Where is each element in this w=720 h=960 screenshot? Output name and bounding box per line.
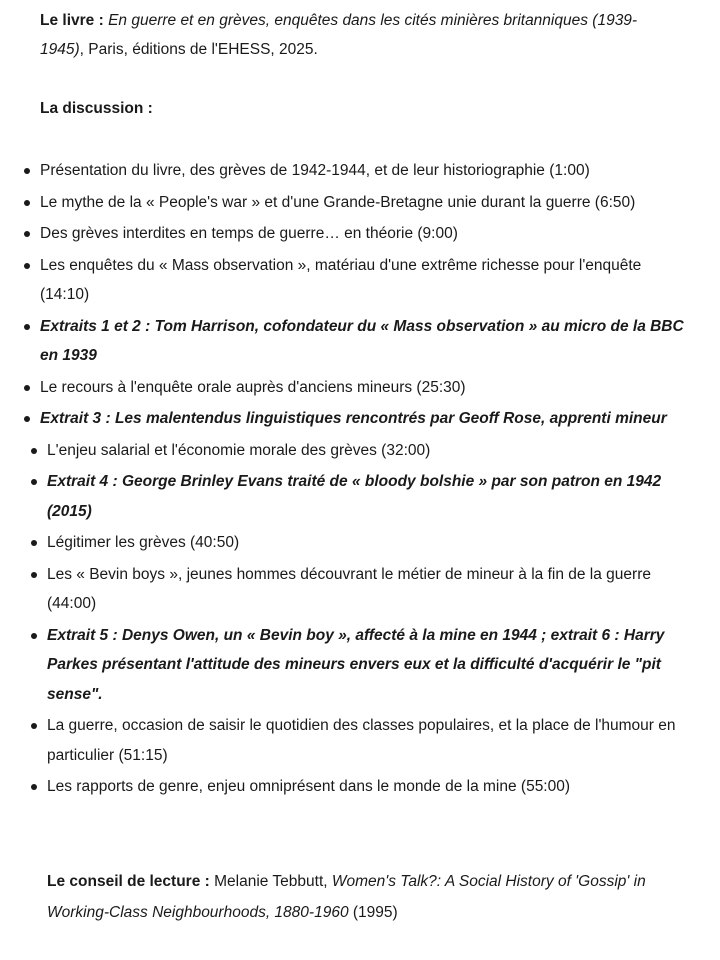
discussion-item: La guerre, occasion de saisir le quotidien des classes populaires, et la place de l'humour en particulier (51:15) xyxy=(0,711,720,770)
extract-item: Extrait 3 : Les malentendus linguistiques rencontrés par Geoff Rose, apprenti mineur xyxy=(0,404,720,434)
discussion-item: Les rapports de genre, enjeu omniprésent dans le monde de la mine (55:00) xyxy=(0,772,720,802)
discussion-item: L'enjeu salarial et l'économie morale des grèves (32:00) xyxy=(0,436,720,466)
reading-author: Melanie Tebbutt, xyxy=(209,873,332,890)
extract-item: Extrait 4 : George Brinley Evans traité de « bloody bolshie » par son patron en 1942 (2015) xyxy=(0,467,720,526)
discussion-item: Le recours à l'enquête orale auprès d'anciens mineurs (25:30) xyxy=(0,373,720,403)
extract-item: Extraits 1 et 2 : Tom Harrison, cofondateur du « Mass observation » au micro de la BBC en 1939 xyxy=(0,312,720,371)
extract-item: Extrait 5 : Denys Owen, un « Bevin boy », affecté à la mine en 1944 ; extrait 6 : Harry Parkes présentant l'attitude des mineurs envers eux et la difficulté d'acquérir le "pit sense". xyxy=(0,621,720,710)
discussion-item: Des grèves interdites en temps de guerre… en théorie (9:00) xyxy=(0,219,720,249)
discussion-item: Légitimer les grèves (40:50) xyxy=(0,528,720,558)
reading-year: (1995) xyxy=(348,904,398,921)
book-paragraph xyxy=(40,6,680,64)
book-publication: , Paris, éditions de l'EHESS, 2025. xyxy=(79,41,318,58)
book-title: En guerre et en grèves, enquêtes dans les cités minières britanniques (1939-1945) xyxy=(40,12,638,58)
discussion-item: Le mythe de la « People's war » et d'une Grande-Bretagne unie durant la guerre (6:50) xyxy=(0,188,720,218)
discussion-item: Présentation du livre, des grèves de 1942-1944, et de leur historiographie (1:00) xyxy=(0,156,720,186)
book-label: Le livre : xyxy=(40,12,104,29)
discussion-list xyxy=(0,156,720,804)
reading-label: Le conseil de lecture : xyxy=(47,873,210,890)
discussion-item: Les enquêtes du « Mass observation », matériau d'une extrême richesse pour l'enquête (14:10) xyxy=(0,251,720,310)
discussion-heading: La discussion : xyxy=(40,100,153,117)
discussion-item: Les « Bevin boys », jeunes hommes découvrant le métier de mineur à la fin de la guerre (44:00) xyxy=(0,560,720,619)
reading-paragraph xyxy=(47,866,697,928)
reading-title: Women's Talk?: A Social History of 'Gossip' in Working-Class Neighbourhoods, 1880-1960 xyxy=(47,873,646,921)
